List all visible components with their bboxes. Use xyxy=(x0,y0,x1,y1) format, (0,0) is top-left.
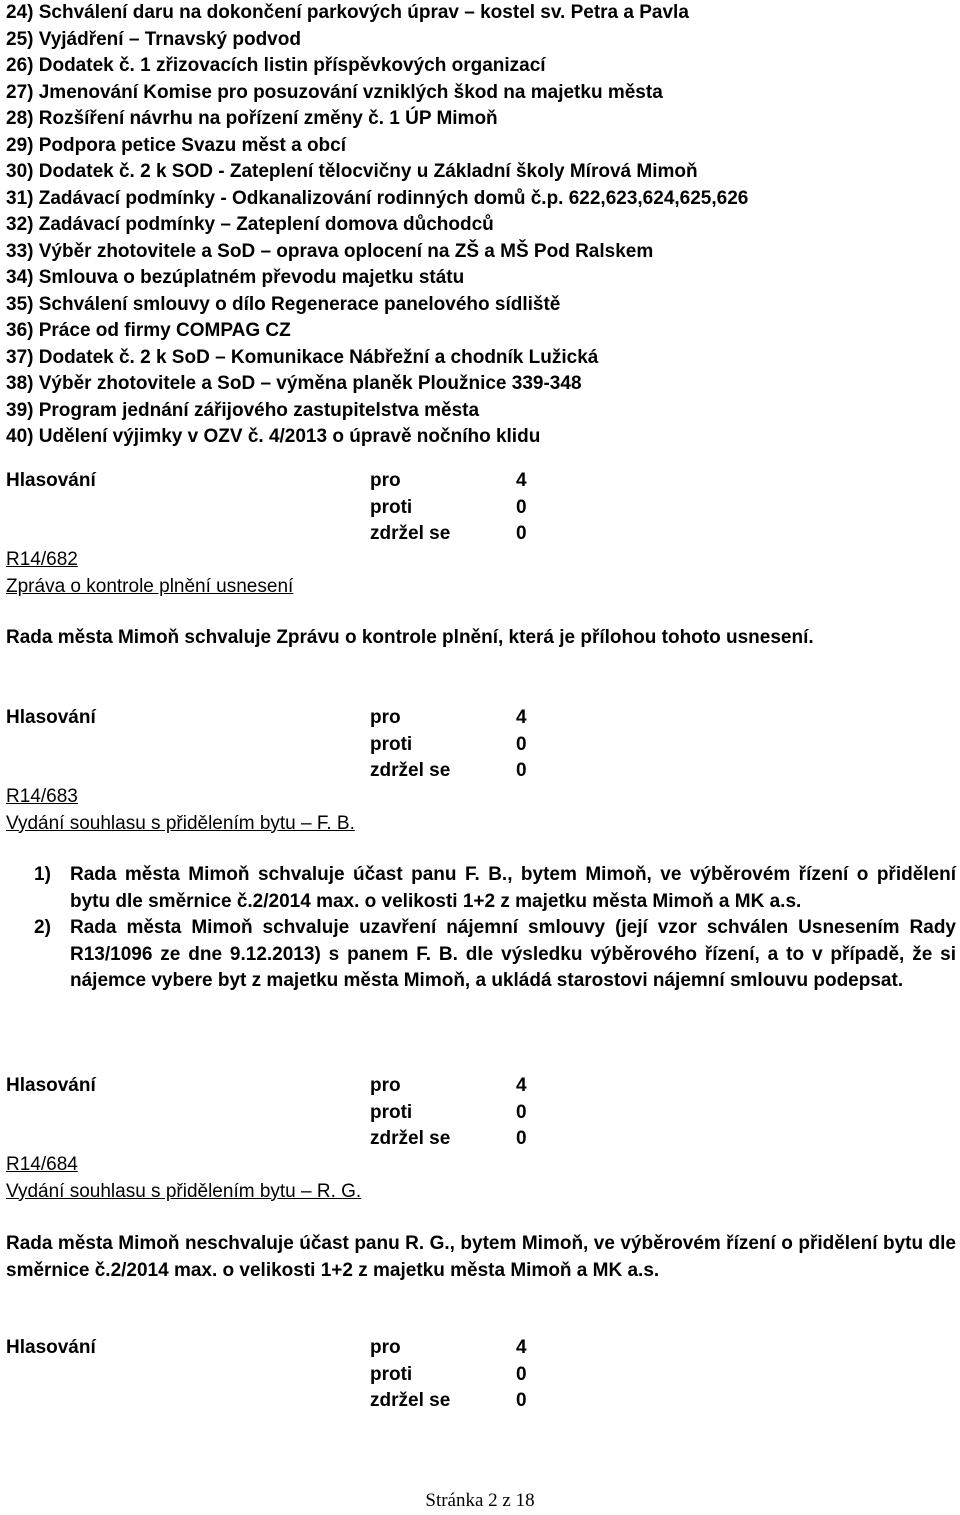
resolution-numbered-list xyxy=(34,862,956,995)
resolution-title: Vydání souhlasu s přidělením bytu – F. B. xyxy=(6,812,355,834)
vote-zdrzel-value: 0 xyxy=(516,1390,527,1411)
vote-pro-label: pro xyxy=(370,470,401,491)
list-item xyxy=(34,862,956,915)
list-item-text: Rada města Mimoň schvaluje uzavření nájemní smlouvy (její vzor schválen Usnesením Rady R13/1096 ze dne 9.12.2013) s panem F. B. dle výsledku výběrového řízení, a to v případě, že si nájemce vybere byt z majetku města Mimoň, a ukládá starostovi nájemní smlouvu podepsat. xyxy=(70,917,956,991)
vote-zdrzel-value: 0 xyxy=(516,1128,527,1149)
agenda-item: 38) Výběr zhotovitele a SoD – výměna planěk Ploužnice 339-348 xyxy=(6,373,582,394)
vote-proti-value: 0 xyxy=(516,1363,527,1385)
voting-block xyxy=(6,468,606,548)
agenda-item: 34) Smlouva o bezúplatném převodu majetku státu xyxy=(6,267,465,288)
list-marker: 1) xyxy=(34,864,51,885)
agenda-item: 26) Dodatek č. 1 zřizovacích listin příspěvkových organizací xyxy=(6,55,546,76)
vote-proti-value: 0 xyxy=(516,1101,527,1123)
voting-heading: Hlasování xyxy=(6,1337,96,1358)
voting-block xyxy=(6,1335,606,1415)
resolution-code: R14/684 xyxy=(6,1154,78,1175)
agenda-item: 27) Jmenování Komise pro posuzování vzniklých škod na majetku města xyxy=(6,81,663,103)
vote-proti-label: proti xyxy=(370,733,413,755)
vote-zdrzel-label: zdržel se xyxy=(370,523,451,544)
vote-zdrzel-label: zdržel se xyxy=(370,1390,451,1411)
agenda-item: 35) Schválení smlouvy o dílo Regenerace panelového sídliště xyxy=(6,293,561,315)
vote-pro-value: 4 xyxy=(516,470,527,491)
voting-block xyxy=(6,705,606,785)
resolution-header xyxy=(6,784,355,837)
agenda-item: 25) Vyjádření – Trnavský podvod xyxy=(6,28,301,50)
voting-block xyxy=(6,1073,606,1153)
vote-proti-label: proti xyxy=(370,1363,413,1385)
vote-pro-value: 4 xyxy=(516,1337,527,1358)
voting-heading: Hlasování xyxy=(6,707,96,728)
agenda-item: 37) Dodatek č. 2 k SoD – Komunikace Nábřežní a chodník Lužická xyxy=(6,346,599,368)
resolution-header xyxy=(6,547,293,600)
vote-proti-label: proti xyxy=(370,496,413,518)
vote-pro-label: pro xyxy=(370,1337,401,1358)
agenda-item: 39) Program jednání zářijového zastupitelstva města xyxy=(6,399,480,421)
vote-proti-value: 0 xyxy=(516,496,527,518)
agenda-item: 29) Podpora petice Svazu měst a obcí xyxy=(6,134,346,156)
resolution-text: Rada města Mimoň neschvaluje účast panu R. G., bytem Mimoň, ve výběrovém řízení o přidělení bytu dle směrnice č.2/2014 max. o velikosti 1+2 z majetku města Mimoň a MK a.s. xyxy=(6,1233,956,1281)
page-number-footer: Stránka 2 z 18 xyxy=(425,1490,535,1511)
resolution-code: R14/682 xyxy=(6,549,78,570)
voting-heading: Hlasování xyxy=(6,1075,96,1096)
agenda-item: 31) Zadávací podmínky - Odkanalizování rodinných domů č.p. 622,623,624,625,626 xyxy=(6,187,749,209)
vote-pro-value: 4 xyxy=(516,707,527,728)
vote-proti-value: 0 xyxy=(516,733,527,755)
resolution-code: R14/683 xyxy=(6,786,78,807)
agenda-item: 36) Práce od firmy COMPAG CZ xyxy=(6,320,291,341)
list-item xyxy=(34,915,956,995)
vote-proti-label: proti xyxy=(370,1101,413,1123)
resolution-title: Zpráva o kontrole plnění usnesení xyxy=(6,575,294,597)
agenda-list xyxy=(6,0,956,451)
voting-heading: Hlasování xyxy=(6,470,96,491)
agenda-item: 30) Dodatek č. 2 k SOD - Zateplení tělocvičny u Základní školy Mírová Mimoň xyxy=(6,161,698,182)
vote-zdrzel-label: zdržel se xyxy=(370,1128,451,1149)
resolution-text: Rada města Mimoň schvaluje Zprávu o kontrole plnění, která je přílohou tohoto usnesení. xyxy=(6,627,814,648)
resolution-header xyxy=(6,1152,361,1205)
list-marker: 2) xyxy=(34,917,51,938)
agenda-item: 40) Udělení výjimky v OZV č. 4/2013 o úpravě nočního klidu xyxy=(6,426,541,447)
agenda-item: 28) Rozšíření návrhu na pořízení změny č. 1 ÚP Mimoň xyxy=(6,108,498,129)
agenda-item: 33) Výběr zhotovitele a SoD – oprava oplocení na ZŠ a MŠ Pod Ralskem xyxy=(6,240,654,262)
vote-pro-value: 4 xyxy=(516,1075,527,1096)
agenda-item: 24) Schválení daru na dokončení parkových úprav – kostel sv. Petra a Pavla xyxy=(6,2,689,23)
vote-zdrzel-label: zdržel se xyxy=(370,760,451,781)
vote-zdrzel-value: 0 xyxy=(516,760,527,781)
list-item-text: Rada města Mimoň schvaluje účast panu F. B., bytem Mimoň, ve výběrovém řízení o přidělení bytu dle směrnice č.2/2014 max. o velikosti 1+2 z majetku města Mimoň a MK a.s. xyxy=(70,864,956,912)
resolution-title: Vydání souhlasu s přidělením bytu – R. G. xyxy=(6,1180,362,1202)
vote-zdrzel-value: 0 xyxy=(516,523,527,544)
agenda-item: 32) Zadávací podmínky – Zateplení domova důchodců xyxy=(6,214,494,235)
vote-pro-label: pro xyxy=(370,1075,401,1096)
vote-pro-label: pro xyxy=(370,707,401,728)
